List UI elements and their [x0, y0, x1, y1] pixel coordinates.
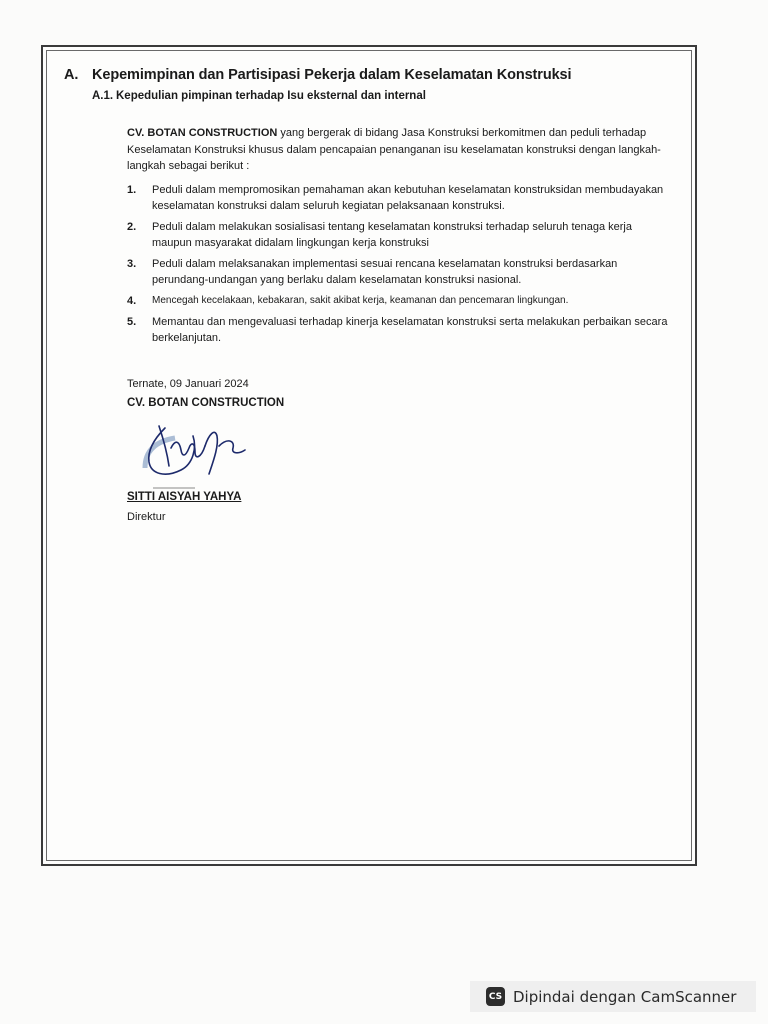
signer-title: Direktur	[127, 511, 166, 523]
section-heading	[64, 67, 571, 83]
list-item	[127, 314, 672, 346]
list-item-number: 4.	[127, 295, 137, 307]
company-name: CV. BOTAN CONSTRUCTION	[127, 397, 285, 409]
list-item-number: 2.	[127, 221, 137, 233]
section-title: Kepemimpinan dan Partisipasi Pekerja dalam Keselamatan Konstruksi	[92, 67, 572, 83]
intro-text: yang bergerak di bidang Jasa Konstruksi berkomitmen dan peduli terhadap Keselamatan Konstruksi khusus dalam pencapaian penanganan isu keselamatan konstruksi dengan langkah-langkah sebagai berikut :	[127, 127, 661, 172]
subsection-number: A.1.	[92, 90, 114, 102]
camscanner-watermark	[470, 981, 756, 1012]
commitment-list	[127, 182, 672, 351]
list-item-text: Peduli dalam melakukan sosialisasi tentang keselamatan konstruksi terhadap seluruh tenaga kerja maupun masyarakat didalam lingkungan kerja konstruksi	[152, 221, 632, 249]
list-item-number: 5.	[127, 316, 137, 328]
handwritten-signature	[149, 426, 245, 474]
list-item	[127, 256, 672, 288]
list-item	[127, 219, 672, 251]
camscanner-logo-icon: CS	[486, 987, 505, 1006]
list-item-text: Mencegah kecelakaan, kebakaran, sakit akibat kerja, keamanan dan pencemaran lingkungan.	[152, 295, 569, 306]
subsection-title: Kepedulian pimpinan terhadap Isu eksternal dan internal	[116, 90, 426, 102]
list-item-number: 1.	[127, 184, 137, 196]
list-item-text: Peduli dalam mempromosikan pemahaman akan kebutuhan keselamatan konstruksidan membudayakan keselamatan konstruksi dalam seluruh kegiatan pelaksanaan konstruksi.	[152, 184, 664, 212]
signer-name: SITTI AISYAH YAHYA	[127, 491, 242, 503]
list-item-text: Peduli dalam melaksanakan implementasi sesuai rencana keselamatan konstruksi berdasarkan perundang-undangan yang berlaku dalam keselamatan konstruksi nasional.	[152, 258, 618, 286]
intro-company-name: CV. BOTAN CONSTRUCTION	[127, 127, 278, 139]
place-date: Ternate, 09 Januari 2024	[127, 378, 249, 390]
intro-paragraph	[127, 125, 672, 175]
list-item	[127, 293, 672, 309]
list-item-text: Memantau dan mengevaluasi terhadap kinerja keselamatan konstruksi serta melakukan perbaikan secara berkelanjutan.	[152, 316, 668, 344]
signature-image	[135, 418, 270, 498]
list-item	[127, 182, 672, 214]
section-letter: A.	[64, 67, 79, 83]
camscanner-text: Dipindai dengan CamScanner	[513, 987, 737, 1006]
list-item-number: 3.	[127, 258, 137, 270]
subsection-heading	[92, 90, 426, 102]
